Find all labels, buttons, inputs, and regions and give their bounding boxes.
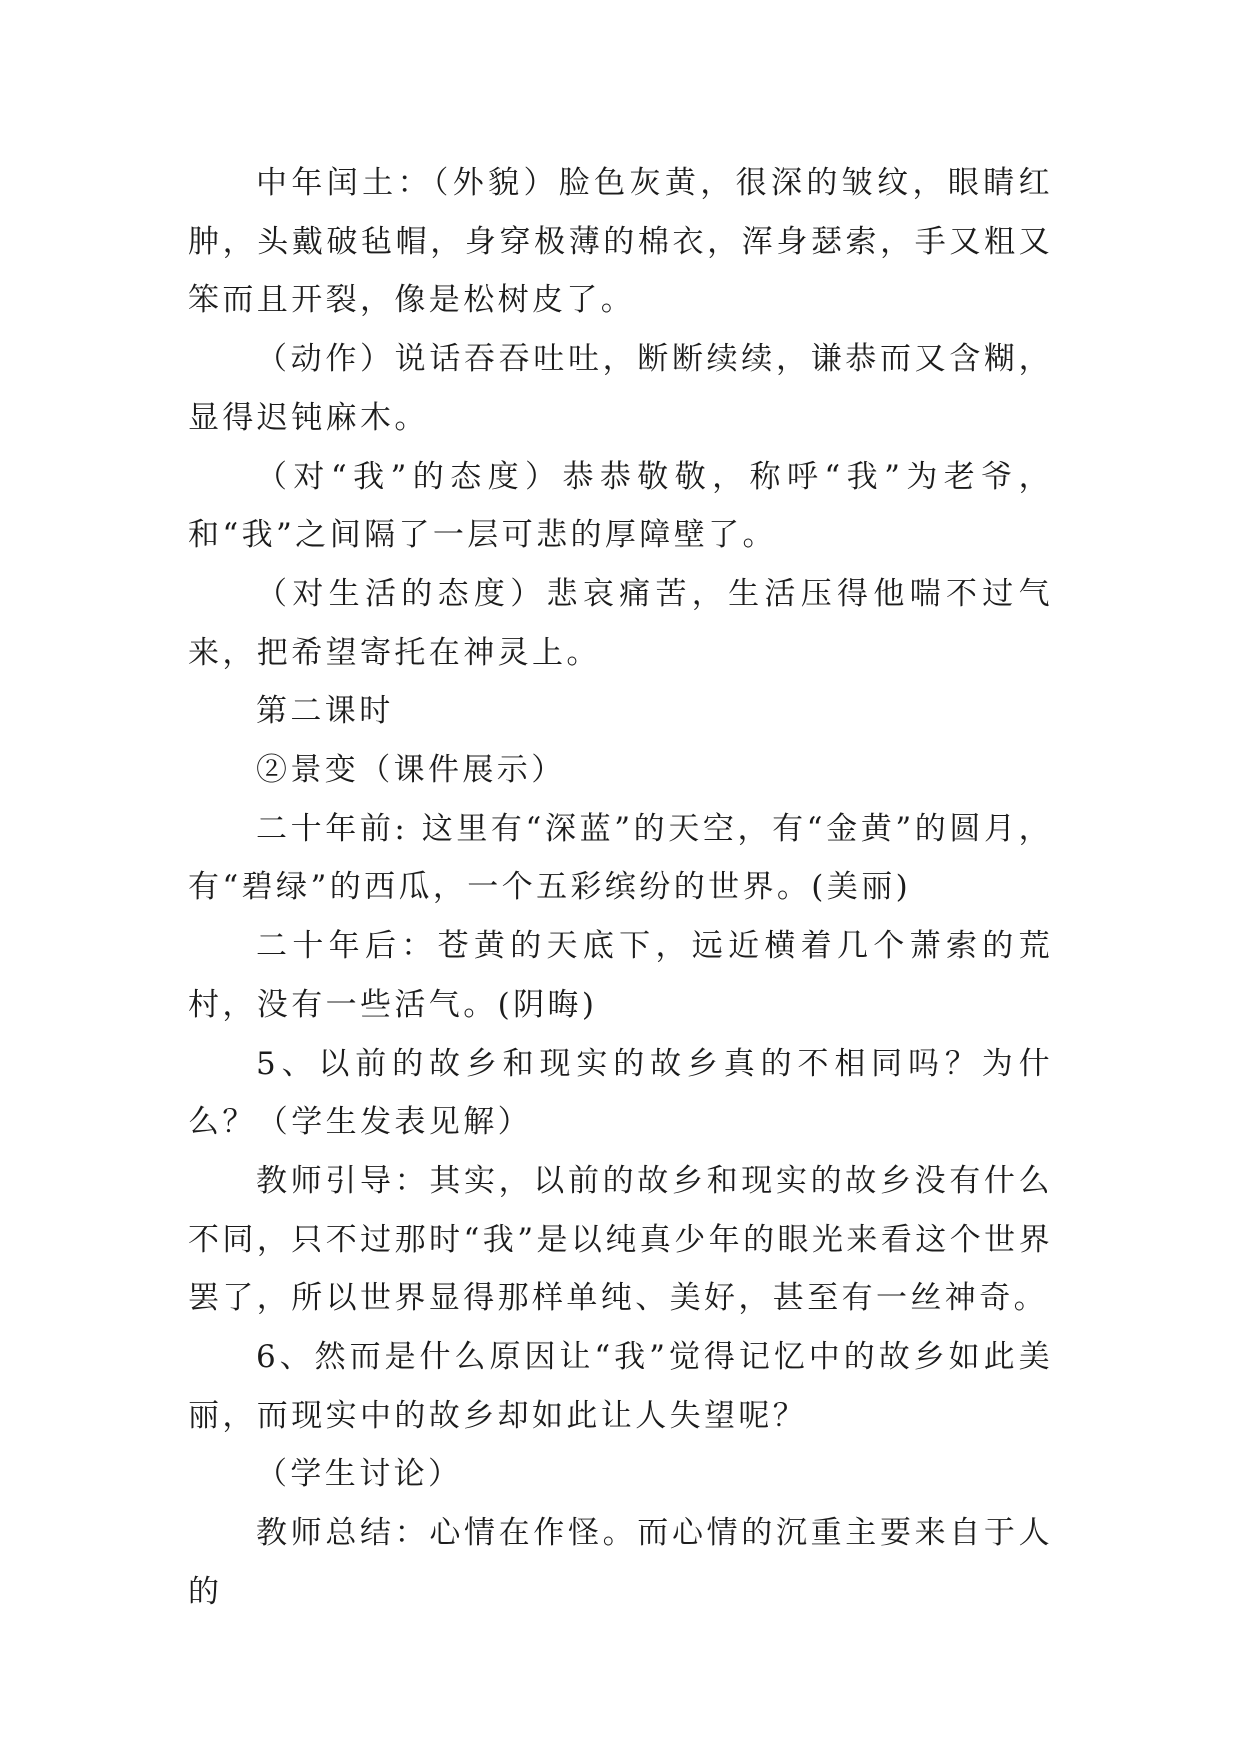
paragraph-question-5: 5、以前的故乡和现实的故乡真的不相同吗？为什么？（学生发表见解） bbox=[188, 1045, 1053, 1141]
paragraph-teacher-summary: 教师总结：心情在作怪。而心情的沉重主要来自于人的 bbox=[188, 1515, 1053, 1610]
paragraph-attitude-to-life: （对生活的态度）悲哀痛苦，生活压得他喘不过气来，把希望寄托在神灵上。 bbox=[188, 575, 1053, 671]
paragraph-attitude-to-me: （对“我”的态度）恭恭敬敬，称呼“我”为老爷，和“我”之间隔了一层可悲的厚障壁了。 bbox=[188, 458, 1053, 554]
paragraph-scene-change: ②景变（课件展示） bbox=[256, 752, 566, 789]
paragraph-question-6: 6、然而是什么原因让“我”觉得记忆中的故乡如此美丽，而现实中的故乡却如此让人失望呢？ bbox=[188, 1339, 1053, 1434]
document-body bbox=[188, 154, 1053, 1622]
section-heading-second-lesson: 第二课时 bbox=[256, 693, 394, 730]
paragraph-twenty-years-later: 二十年后：苍黄的天底下，远近横着几个萧索的荒村，没有一些活气。(阴晦) bbox=[188, 928, 1053, 1023]
paragraph-student-discussion: （学生讨论） bbox=[256, 1456, 463, 1493]
paragraph-twenty-years-ago: 二十年前: 这里有“深蓝”的天空，有“金黄”的圆月，有“碧绿”的西瓜，一个五彩缤纷的世界。(美丽) bbox=[188, 810, 1053, 906]
paragraph-teacher-guidance: 教师引导：其实，以前的故乡和现实的故乡没有什么不同，只不过那时“我”是以纯真少年的眼光来看这个世界罢了，所以世界显得那样单纯、美好，甚至有一丝神奇。 bbox=[188, 1162, 1053, 1317]
paragraph-action: （动作）说话吞吞吐吐，断断续续，谦恭而又含糊，显得迟钝麻木。 bbox=[188, 341, 1053, 436]
paragraph-middle-aged-runtu-appearance: 中年闰土：（外貌）脸色灰黄，很深的皱纹，眼睛红肿，头戴破毡帽，身穿极薄的棉衣，浑身瑟索，手又粗又笨而且开裂，像是松树皮了。 bbox=[188, 165, 1053, 319]
